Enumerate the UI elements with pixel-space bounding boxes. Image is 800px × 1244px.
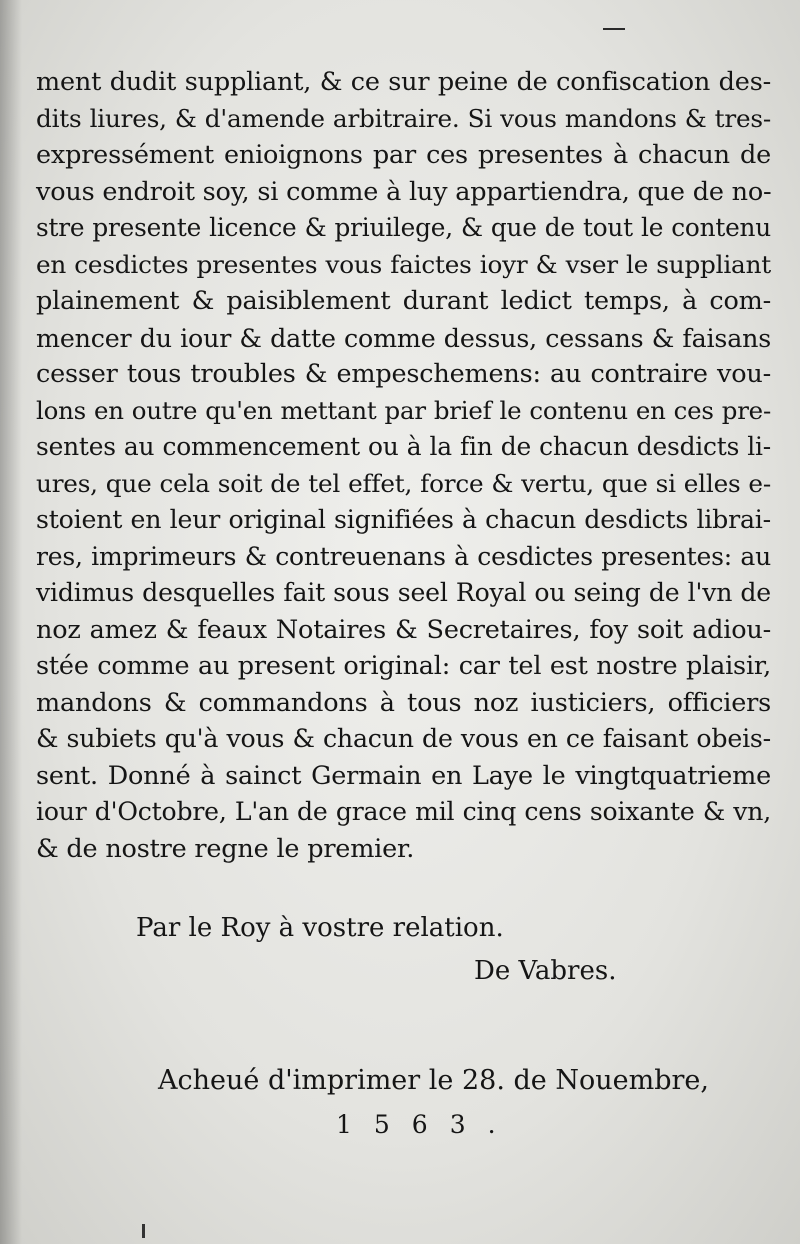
colophon-text: Acheué d'imprimer le 28. de Nouembre, [158, 1065, 709, 1096]
text-line: stre presente licence & priuilege, & que de tout le contenu [36, 213, 771, 242]
top-rule-mark [603, 28, 625, 30]
text-line: cesser tous troubles & empeschemens: au contraire vou- [36, 359, 771, 389]
text-line: sentes au commencement ou à la fin de chacun desdicts li- [36, 432, 771, 461]
text-line: mandons & commandons à tous noz iusticiers, officiers [36, 687, 771, 718]
text-line: noz amez & feaux Notaires & Secretaires, foy soit adiou- [36, 614, 771, 645]
text-line: dits liures, & d'amende arbitraire. Si vous mandons & tres- [36, 103, 771, 133]
text-line: vous endroit soy, si comme à luy appartiendra, que de no- [36, 176, 772, 207]
colophon-year: 1563. [336, 1110, 518, 1139]
gathering-signature-mark [142, 1224, 145, 1238]
page-gutter-shadow [0, 0, 22, 1244]
text-line: expressément enioignons par ces presentes à chacun de [36, 140, 771, 170]
text-line: plainement & paisiblement durant ledict temps, à com- [36, 286, 771, 316]
text-line: stoient en leur original signifiées à chacun desdicts librai- [36, 505, 771, 534]
text-line-last: & de nostre regne le premier. [36, 833, 415, 864]
text-line: iour d'Octobre, L'an de grace mil cinq cens soixante & vn, [36, 797, 771, 826]
text-line: sent. Donné à sainct Germain en Laye le vingtquatrieme [36, 760, 771, 791]
text-line: lons en outre qu'en mettant par brief le contenu en ces pre- [36, 395, 771, 425]
text-line: mencer du iour & datte comme dessus, cessans & faisans [36, 322, 771, 353]
text-line: vidimus desquelles fait sous seel Royal ou seing de l'vn de [36, 578, 771, 607]
text-line: res, imprimeurs & contreuenans à cesdictes presentes: au [36, 541, 771, 571]
text-line: stée comme au present original: car tel est nostre plaisir, [36, 651, 771, 681]
royal-signature-line: Par le Roy à vostre relation. [136, 913, 504, 943]
signer-name: De Vabres. [474, 956, 617, 986]
text-line: en cesdictes presentes vous faictes ioyr & vser le suppliant [36, 249, 771, 279]
text-line: & subiets qu'à vous & chacun de vous en ce faisant obeis- [36, 724, 771, 753]
text-line: ures, que cela soit de tel effet, force & vertu, que si elles e- [36, 468, 771, 498]
text-line: ment dudit suppliant, & ce sur peine de confiscation des- [36, 67, 771, 97]
privilege-text [36, 64, 771, 867]
